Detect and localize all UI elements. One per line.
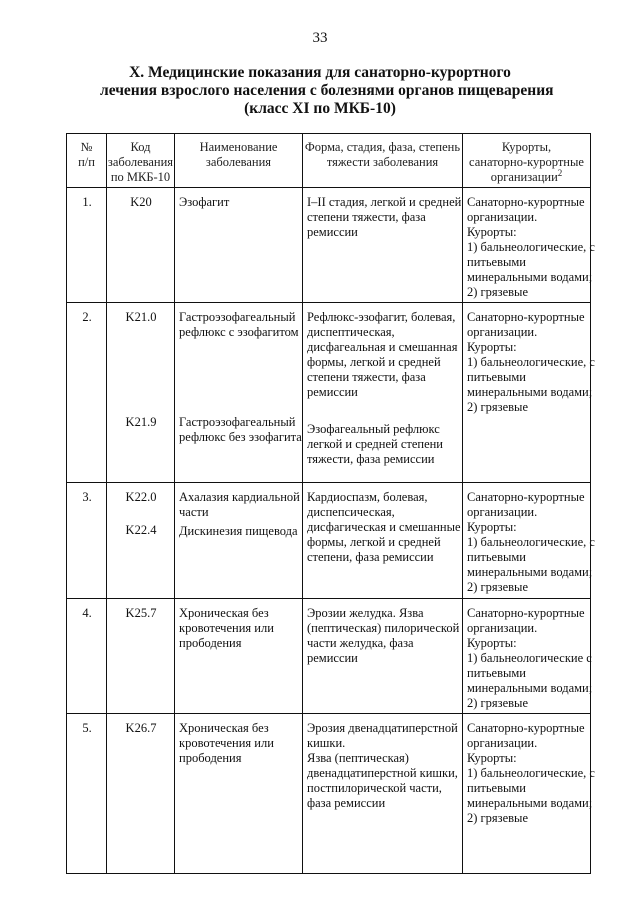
row-number: 5. <box>67 714 107 874</box>
cell-line: части <box>179 505 209 519</box>
resorts <box>463 483 595 599</box>
indications-table <box>66 133 595 874</box>
disease-form <box>303 303 463 483</box>
resorts <box>463 714 595 874</box>
cell-line: Кардиоспазм, болевая, <box>307 490 428 504</box>
cell-line: организации. <box>467 210 538 224</box>
cell-line: минеральными водами; <box>467 681 593 695</box>
cell-line: прободения <box>179 636 242 650</box>
cell-line: питьевыми <box>467 370 526 384</box>
header-form <box>303 134 463 188</box>
cell-line: питьевыми <box>467 550 526 564</box>
cell-line: Хроническая без <box>179 606 269 620</box>
cell-line: 1) бальнеологические, с <box>467 766 595 780</box>
cell-line: диспептическая, <box>307 325 395 339</box>
title-line-2: лечения взрослого населения с болезнями органов пищеварения <box>100 82 554 99</box>
cell-line: 2) грязевые <box>467 811 528 825</box>
cell-line: двенадцатиперстной кишки, <box>307 766 458 780</box>
header-num <box>67 134 107 188</box>
title-line-1: X. Медицинские показания для санаторно-курортного <box>129 64 511 81</box>
row-number: 4. <box>67 599 107 714</box>
header-code <box>107 134 175 188</box>
footnote-marker: 2 <box>557 167 563 178</box>
cell-line: Курорты: <box>467 225 517 239</box>
cell-line: фаза ремиссии <box>307 796 386 810</box>
table-row <box>67 714 591 874</box>
disease-code: K20 <box>107 188 175 303</box>
header-line: заболевания <box>107 155 174 169</box>
header-name <box>175 134 303 188</box>
cell-line: минеральными водами; <box>467 385 593 399</box>
cell-line: Эрозии желудка. Язва <box>307 606 424 620</box>
header-line: тяжести заболевания <box>326 155 439 169</box>
disease-form <box>303 714 463 874</box>
cell-line: рефлюкс с эзофагитом <box>179 325 299 339</box>
code-k21-0: K21.0 <box>125 310 157 324</box>
cell-line: питьевыми <box>467 666 526 680</box>
disease-form <box>303 599 463 714</box>
cell-line: 2) грязевые <box>467 400 528 414</box>
cell-line: рефлюкс без эзофагита <box>179 430 302 444</box>
cell-line: ремиссии <box>307 225 358 239</box>
header-line: п/п <box>78 155 95 169</box>
disease-code: K26.7 <box>107 714 175 874</box>
cell-line: Рефлюкс-эзофагит, болевая, <box>307 310 456 324</box>
cell-line: Эзофагеальный рефлюкс <box>307 422 440 436</box>
cell-line: 2) грязевые <box>467 580 528 594</box>
cell-line: Санаторно-курортные <box>467 310 585 324</box>
cell-line: тяжести, фаза ремиссии <box>307 452 435 466</box>
cell-line: диспепсическая, <box>307 505 395 519</box>
cell-line: 1) бальнеологические, с <box>467 535 595 549</box>
cell-line: Санаторно-курортные <box>467 490 585 504</box>
table-header-row <box>67 134 591 188</box>
cell-line: Дискинезия пищевода <box>179 524 298 538</box>
disease-form <box>303 188 463 303</box>
cell-line: минеральными водами; <box>467 565 593 579</box>
cell-line: степени тяжести, фаза <box>307 210 426 224</box>
table-row <box>67 483 591 599</box>
resorts <box>463 599 591 714</box>
cell-line: организации. <box>467 621 538 635</box>
cell-line: Гастроэзофагеальный <box>179 415 296 429</box>
cell-line: питьевыми <box>467 781 526 795</box>
cell-line: Курорты: <box>467 636 517 650</box>
cell-line: Эзофагит <box>179 195 230 209</box>
cell-line: организации. <box>467 505 538 519</box>
resorts <box>463 303 595 483</box>
header-text: организации <box>490 170 558 184</box>
cell-line: Гастроэзофагеальный <box>179 310 296 324</box>
cell-line: формы, легкой и средней <box>307 355 441 369</box>
section-title <box>100 64 554 118</box>
cell-line: Хроническая без <box>179 721 269 735</box>
cell-line: кишки. <box>307 736 346 750</box>
row-number: 1. <box>67 188 107 303</box>
cell-line: легкой и средней степени <box>307 437 443 451</box>
page-number: 33 <box>312 30 328 46</box>
cell-line: 1) бальнеологические, с <box>467 355 595 369</box>
cell-line: части желудка, фаза <box>307 636 414 650</box>
cell-line: ремиссии <box>307 651 358 665</box>
resorts <box>463 188 595 303</box>
disease-name <box>175 714 303 874</box>
cell-line: дисфагеальная и смешанная <box>307 340 458 354</box>
row-number: 2. <box>67 303 107 483</box>
cell-line: Санаторно-курортные <box>467 721 585 735</box>
disease-code <box>107 303 175 483</box>
cell-line: прободения <box>179 751 242 765</box>
cell-line: Эрозия двенадцатиперстной <box>307 721 458 735</box>
cell-line: Курорты: <box>467 520 517 534</box>
cell-line: ремиссии <box>307 385 358 399</box>
cell-line: организации. <box>467 325 538 339</box>
title-line-3: (класс XI по МКБ-10) <box>244 100 396 117</box>
header-line: санаторно-курортные <box>469 155 584 169</box>
cell-line: дисфагическая и смешанные <box>307 520 461 534</box>
cell-line: Язва (пептическая) <box>307 751 409 765</box>
cell-line: степени, фаза ремиссии <box>307 550 434 564</box>
disease-name <box>175 483 303 599</box>
cell-line: постпилорической части, <box>307 781 442 795</box>
cell-line: кровотечения или <box>179 736 274 750</box>
code-k22-4: K22.4 <box>125 523 157 537</box>
cell-line: Санаторно-курортные <box>467 195 585 209</box>
cell-line: организации. <box>467 736 538 750</box>
header-line: № <box>80 140 93 154</box>
cell-line: Курорты: <box>467 340 517 354</box>
cell-line: Ахалазия кардиальной <box>179 490 300 504</box>
cell-line: 1) бальнеологические с <box>467 651 592 665</box>
cell-line: кровотечения или <box>179 621 274 635</box>
cell-line: формы, легкой и средней <box>307 535 441 549</box>
table-row <box>67 303 591 483</box>
code-k21-9: K21.9 <box>125 415 157 429</box>
disease-name <box>175 303 303 483</box>
cell-line: степени тяжести, фаза <box>307 370 426 384</box>
header-line: Код <box>130 140 151 154</box>
cell-line: питьевыми <box>467 255 526 269</box>
disease-code: K25.7 <box>107 599 175 714</box>
row-number: 3. <box>67 483 107 599</box>
cell-line: 1) бальнеологические, с <box>467 240 595 254</box>
disease-form <box>303 483 463 599</box>
header-line: заболевания <box>205 155 272 169</box>
disease-code <box>107 483 175 599</box>
header-resorts <box>463 134 591 188</box>
cell-line: минеральными водами; <box>467 270 593 284</box>
cell-line: минеральными водами; <box>467 796 593 810</box>
disease-name <box>175 599 303 714</box>
cell-line: 2) грязевые <box>467 696 528 710</box>
table-row <box>67 188 591 303</box>
code-k22-0: K22.0 <box>125 490 157 504</box>
cell-line: 2) грязевые <box>467 285 528 299</box>
header-line: Форма, стадия, фаза, степень <box>304 140 461 154</box>
cell-line: (пептическая) пилорической <box>307 621 460 635</box>
cell-line: Санаторно-курортные <box>467 606 585 620</box>
disease-name <box>175 188 303 303</box>
header-line: Наименование <box>199 140 278 154</box>
table-row <box>67 599 591 714</box>
cell-line: I–II стадия, легкой и средней <box>307 195 462 209</box>
cell-line: Курорты: <box>467 751 517 765</box>
header-line: по МКБ-10 <box>110 170 171 184</box>
header-line: Курорты, <box>501 140 552 154</box>
header-line <box>463 167 590 185</box>
